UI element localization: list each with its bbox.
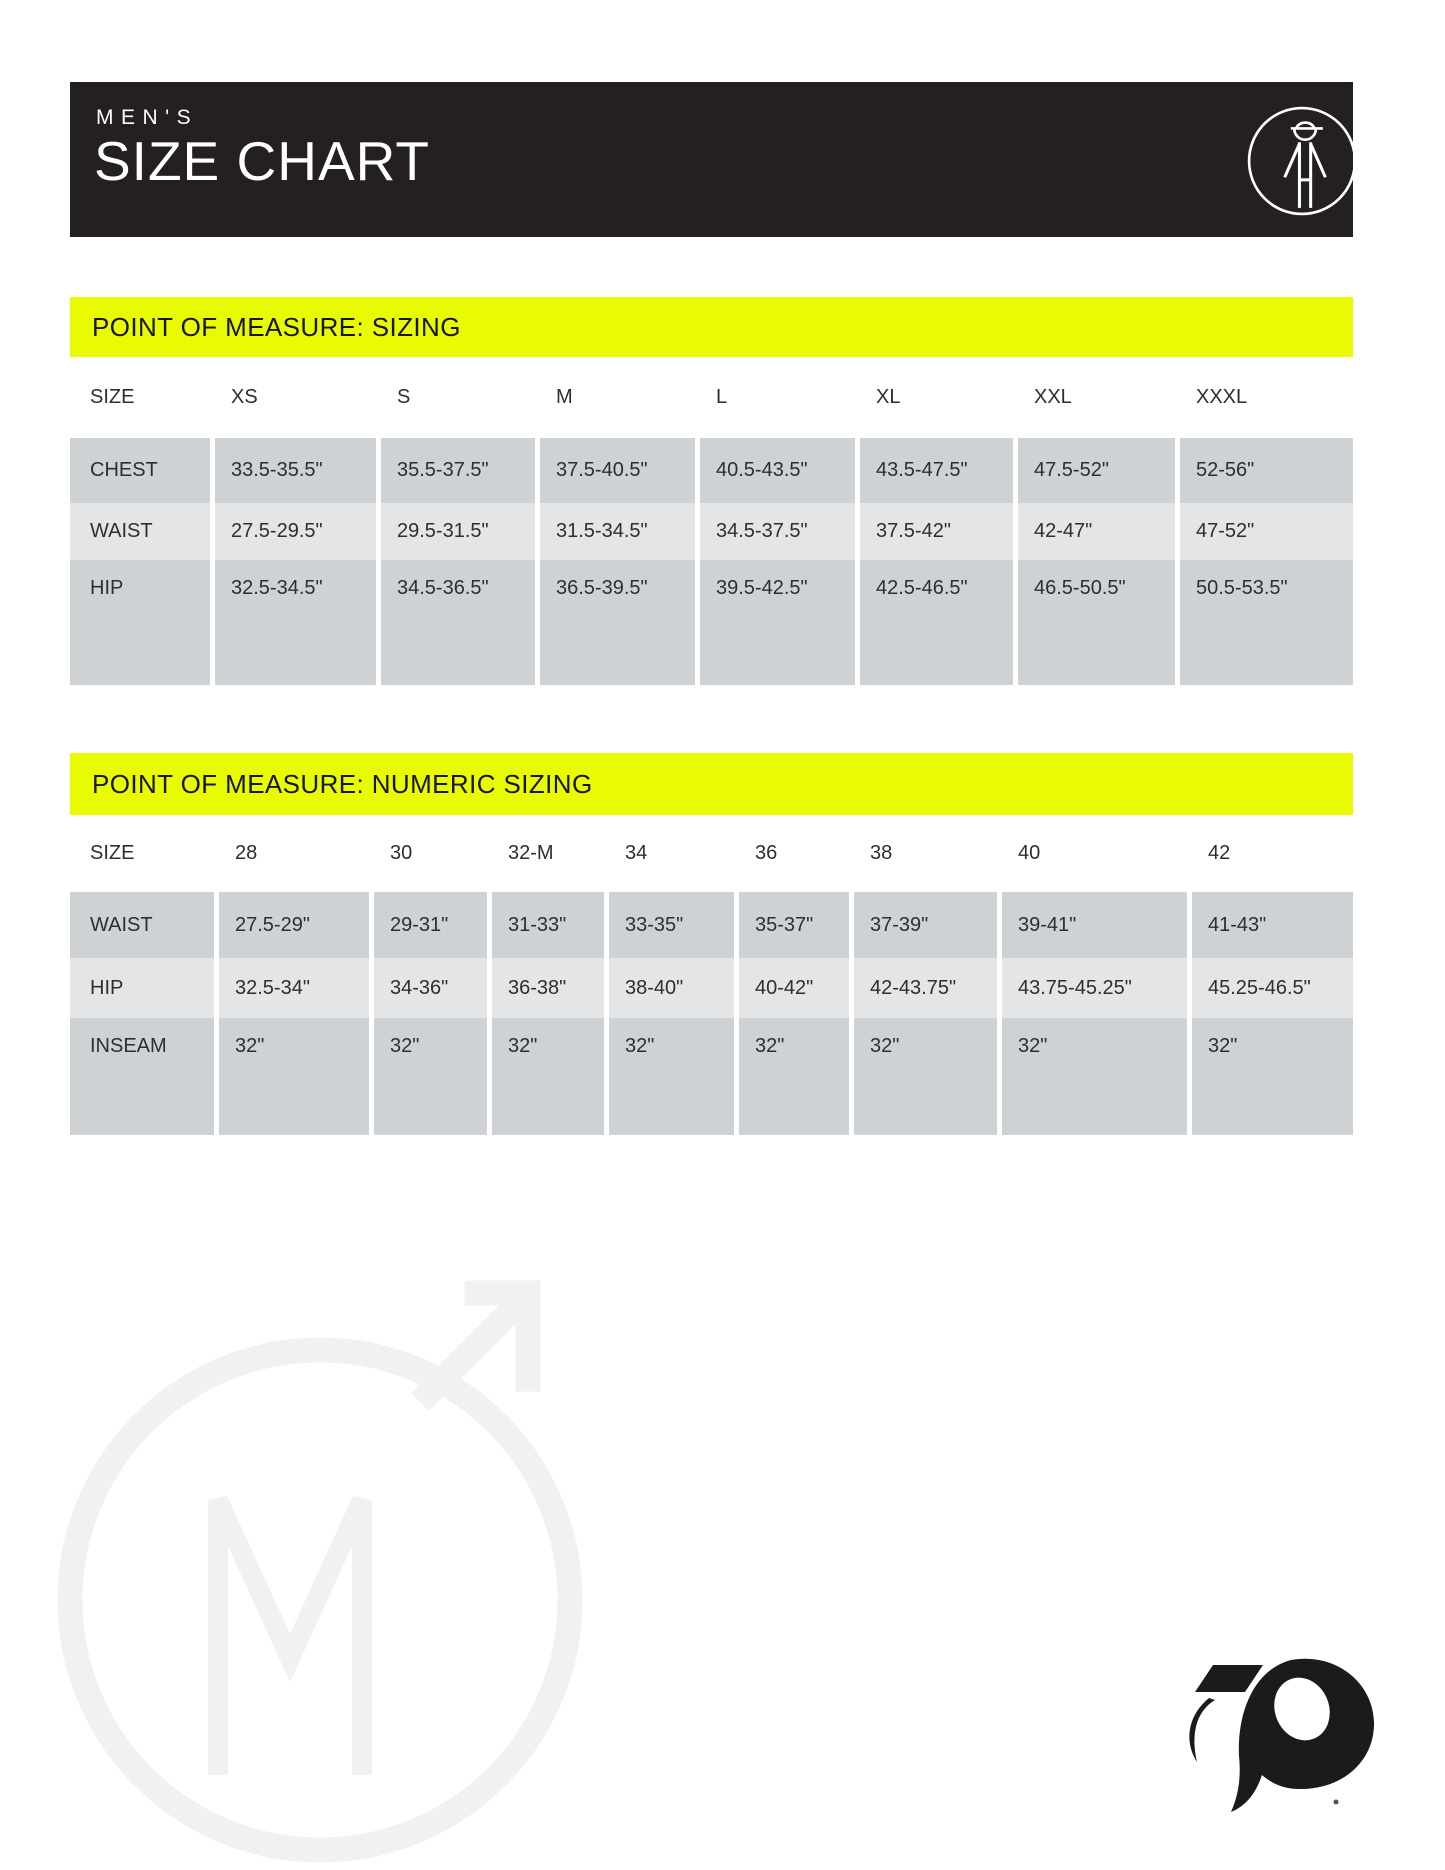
- cell: 42.5-46.5": [860, 560, 1013, 685]
- cell: 36.5-39.5": [540, 560, 695, 685]
- cell: 27.5-29.5": [215, 503, 376, 560]
- cell: 32.5-34.5": [215, 560, 376, 685]
- table-row-waist: [70, 503, 1353, 560]
- cell: 43.5-47.5": [860, 438, 1013, 503]
- cell: 32": [854, 1018, 997, 1135]
- cell: 39.5-42.5": [700, 560, 855, 685]
- column-header: SIZE: [90, 842, 135, 864]
- male-symbol-watermark-icon: [30, 1260, 610, 1870]
- cell: 42-43.75": [854, 958, 997, 1018]
- cell: 29.5-31.5": [381, 503, 535, 560]
- table-row-hip: [70, 958, 1353, 1018]
- cell: 37.5-40.5": [540, 438, 695, 503]
- numeric-table-header-row: [70, 815, 1353, 892]
- column-header: SIZE: [90, 386, 135, 408]
- header-bar: [70, 82, 1353, 237]
- row-label: HIP: [70, 958, 214, 1018]
- row-label: INSEAM: [70, 1018, 214, 1135]
- column-header: 32-M: [508, 842, 554, 864]
- section-heading: POINT OF MEASURE: SIZING: [92, 311, 461, 342]
- table-row-inseam: [70, 1018, 1353, 1135]
- column-header: XXXL: [1196, 386, 1248, 408]
- column-header: 28: [235, 842, 258, 864]
- table-row-hip: [70, 560, 1353, 685]
- cell: 35.5-37.5": [381, 438, 535, 503]
- cell: 32": [492, 1018, 604, 1135]
- cell: 32": [609, 1018, 734, 1135]
- cell: 37.5-42": [860, 503, 1013, 560]
- cell: 43.75-45.25": [1002, 958, 1187, 1018]
- cell: 39-41": [1002, 892, 1187, 958]
- row-label: HIP: [70, 560, 210, 685]
- cell: 42-47": [1018, 503, 1175, 560]
- row-label: WAIST: [70, 892, 214, 958]
- cell: 32": [739, 1018, 849, 1135]
- page-title: SIZE CHART: [94, 130, 430, 192]
- cell: 38-40": [609, 958, 734, 1018]
- column-header: XS: [231, 386, 258, 408]
- section-heading-bar-numeric-sizing: [70, 753, 1353, 815]
- cell: 27.5-29": [219, 892, 369, 958]
- cell: 31.5-34.5": [540, 503, 695, 560]
- cell: 33-35": [609, 892, 734, 958]
- cell: 32": [374, 1018, 487, 1135]
- cell: 46.5-50.5": [1018, 560, 1175, 685]
- sizing-table: [70, 438, 1353, 685]
- numeric-sizing-table: [70, 892, 1353, 1135]
- column-header: XL: [876, 386, 901, 408]
- cell: 29-31": [374, 892, 487, 958]
- cell: 41-43": [1192, 892, 1353, 958]
- column-header: L: [716, 386, 728, 408]
- section-heading: POINT OF MEASURE: NUMERIC SIZING: [92, 768, 593, 799]
- column-header: S: [397, 386, 411, 408]
- pearl-izumi-logo-icon: [1183, 1650, 1383, 1820]
- cell: 47-52": [1180, 503, 1353, 560]
- column-header: M: [556, 386, 573, 408]
- cell: 33.5-35.5": [215, 438, 376, 503]
- registered-mark: [1334, 1800, 1339, 1805]
- sizing-table-header-row: [70, 357, 1353, 438]
- cell: 50.5-53.5": [1180, 560, 1353, 685]
- column-header: 38: [870, 842, 893, 864]
- cell: 34-36": [374, 958, 487, 1018]
- cell: 34.5-36.5": [381, 560, 535, 685]
- column-header: 30: [390, 842, 413, 864]
- table-row-chest: [70, 438, 1353, 503]
- cell: 32": [219, 1018, 369, 1135]
- cell: 47.5-52": [1018, 438, 1175, 503]
- column-header: 40: [1018, 842, 1041, 864]
- cell: 40-42": [739, 958, 849, 1018]
- cell: 34.5-37.5": [700, 503, 855, 560]
- section-heading-bar-sizing: [70, 297, 1353, 357]
- cell: 32": [1002, 1018, 1187, 1135]
- cell: 40.5-43.5": [700, 438, 855, 503]
- table-row-waist: [70, 892, 1353, 958]
- row-label: WAIST: [70, 503, 210, 560]
- cell: 45.25-46.5": [1192, 958, 1353, 1018]
- cell: 35-37": [739, 892, 849, 958]
- cell: 36-38": [492, 958, 604, 1018]
- column-header: XXL: [1034, 386, 1072, 408]
- column-header: 34: [625, 842, 648, 864]
- cell: 31-33": [492, 892, 604, 958]
- header-eyebrow: MEN'S: [96, 106, 199, 129]
- person-figure-icon: [1245, 103, 1353, 217]
- cell: 37-39": [854, 892, 997, 958]
- row-label: CHEST: [70, 438, 210, 503]
- column-header: 42: [1208, 842, 1231, 864]
- cell: 32.5-34": [219, 958, 369, 1018]
- column-header: 36: [755, 842, 778, 864]
- cell: 32": [1192, 1018, 1353, 1135]
- cell: 52-56": [1180, 438, 1353, 503]
